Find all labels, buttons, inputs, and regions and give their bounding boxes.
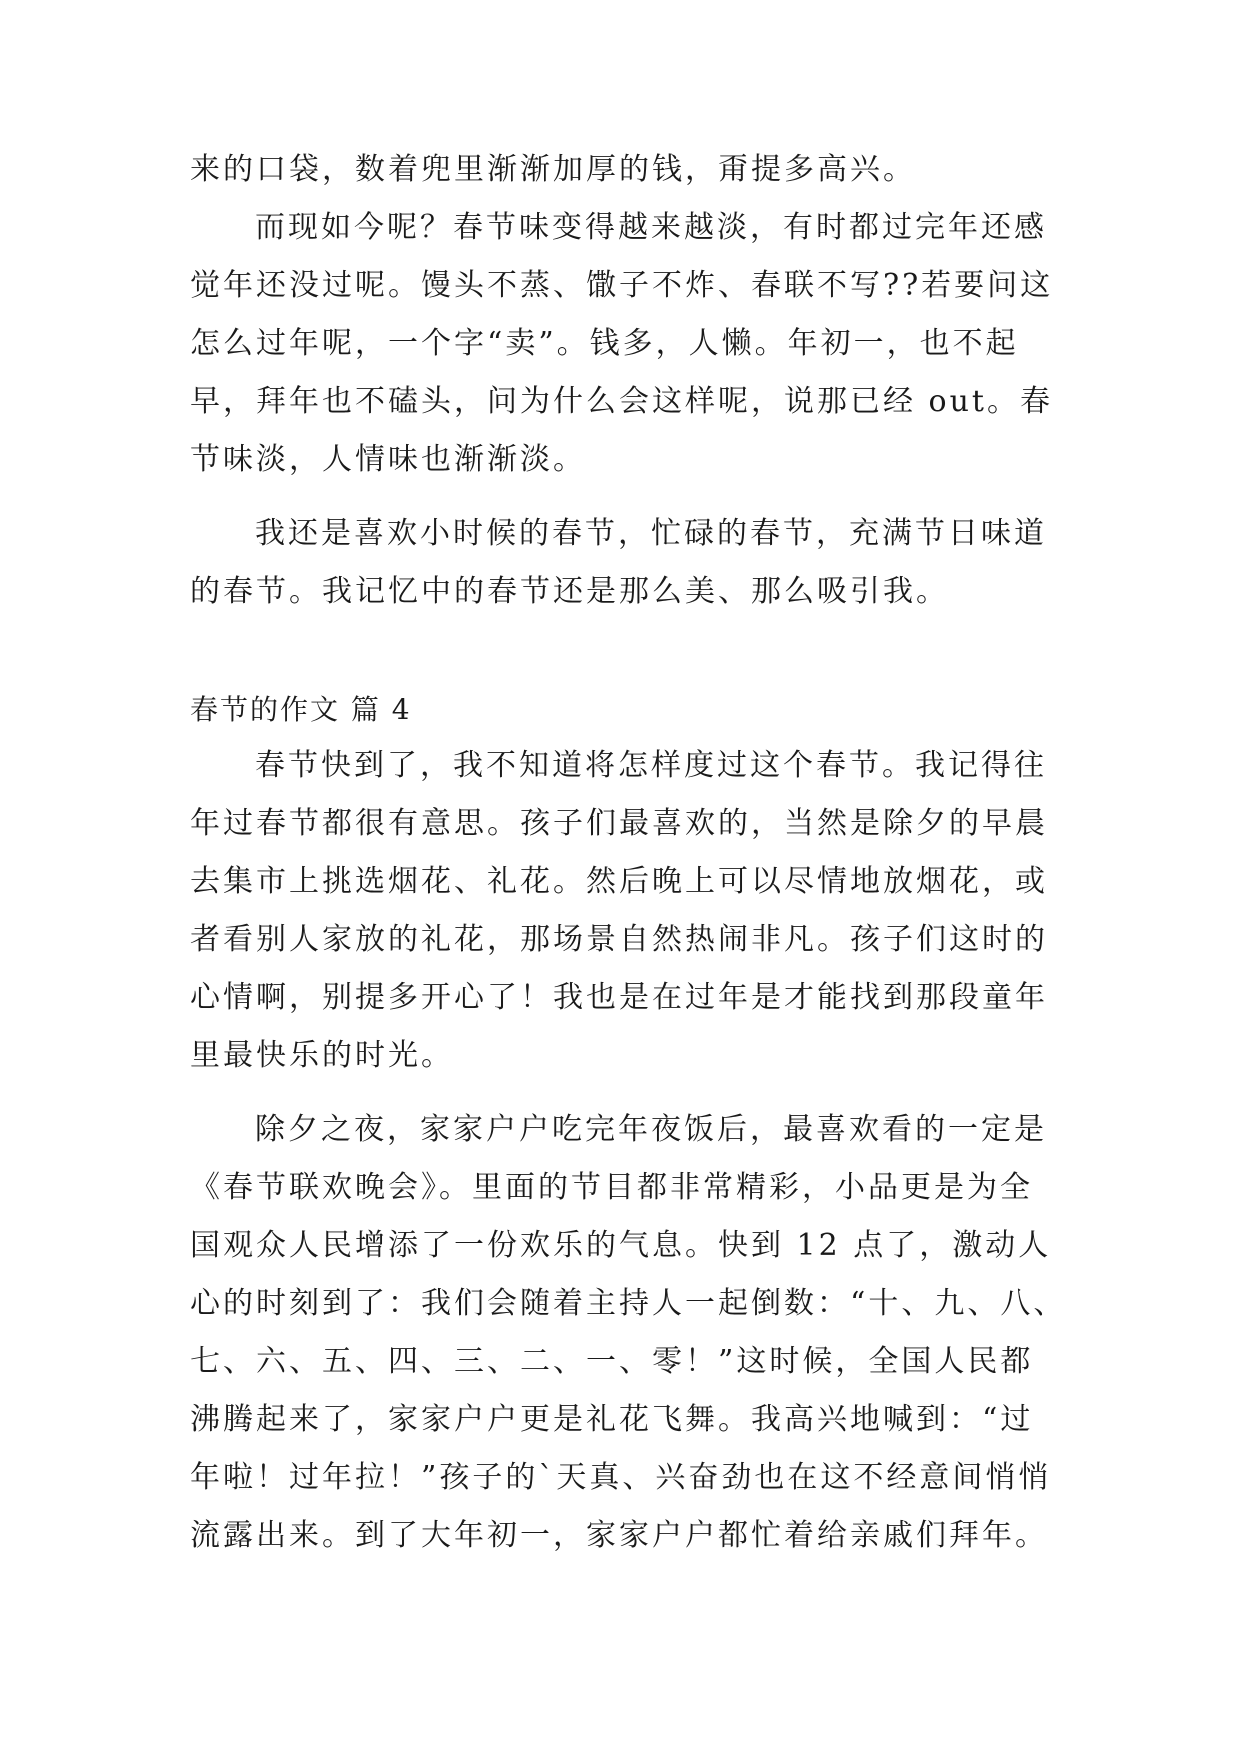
text-line: 年啦！过年拉！”孩子的`天真、兴奋劲也在这不经意间悄悄 <box>190 1460 1052 1495</box>
text-line: 心情啊，别提多开心了！我也是在过年是才能找到那段童年 <box>190 980 1048 1015</box>
text-line: 我还是喜欢小时候的春节，忙碌的春节，充满节日味道 <box>255 516 1047 551</box>
text-line: 七、六、五、四、三、二、一、零！”这时候，全国人民都 <box>190 1344 1034 1379</box>
text-line: 年过春节都很有意思。孩子们最喜欢的，当然是除夕的早晨 <box>190 806 1048 841</box>
text-line: 而现如今呢？春节味变得越来越淡，有时都过完年还感 <box>255 210 1047 245</box>
text-line: 《春节联欢晚会》。里面的节目都非常精彩，小品更是为全 <box>190 1170 1033 1205</box>
text-line: 春节快到了，我不知道将怎样度过这个春节。我记得往 <box>255 748 1047 783</box>
text-line: 来的口袋，数着兜里渐渐加厚的钱，甭提多高兴。 <box>190 152 916 187</box>
text-line: 除夕之夜，家家户户吃完年夜饭后，最喜欢看的一定是 <box>255 1112 1047 1147</box>
text-line: 国观众人民增添了一份欢乐的气息。快到 12 点了，激动人 <box>190 1228 1052 1263</box>
text-line: 早，拜年也不磕头，问为什么会这样呢，说那已经 out。春 <box>190 384 1053 419</box>
text-line: 流露出来。到了大年初一，家家户户都忙着给亲戚们拜年。 <box>190 1518 1048 1553</box>
text-line: 觉年还没过呢。馒头不蒸、馓子不炸、春联不写??若要问这 <box>190 268 1054 303</box>
text-line: 沸腾起来了，家家户户更是礼花飞舞。我高兴地喊到：“过 <box>190 1402 1034 1437</box>
text-line: 心的时刻到了：我们会随着主持人一起倒数：“十、九、八、 <box>190 1286 1067 1321</box>
text-line: 去集市上挑选烟花、礼花。然后晚上可以尽情地放烟花，或 <box>190 864 1048 899</box>
text-line: 怎么过年呢，一个字“卖”。钱多，人懒。年初一，也不起 <box>190 326 1019 361</box>
section-heading: 春节的作文 篇 4 <box>190 693 412 726</box>
text-line: 的春节。我记忆中的春节还是那么美、那么吸引我。 <box>190 574 949 609</box>
text-line: 里最快乐的时光。 <box>190 1038 454 1073</box>
text-line: 节味淡，人情味也渐渐淡。 <box>190 442 586 477</box>
text-line: 者看别人家放的礼花，那场景自然热闹非凡。孩子们这时的 <box>190 922 1048 957</box>
